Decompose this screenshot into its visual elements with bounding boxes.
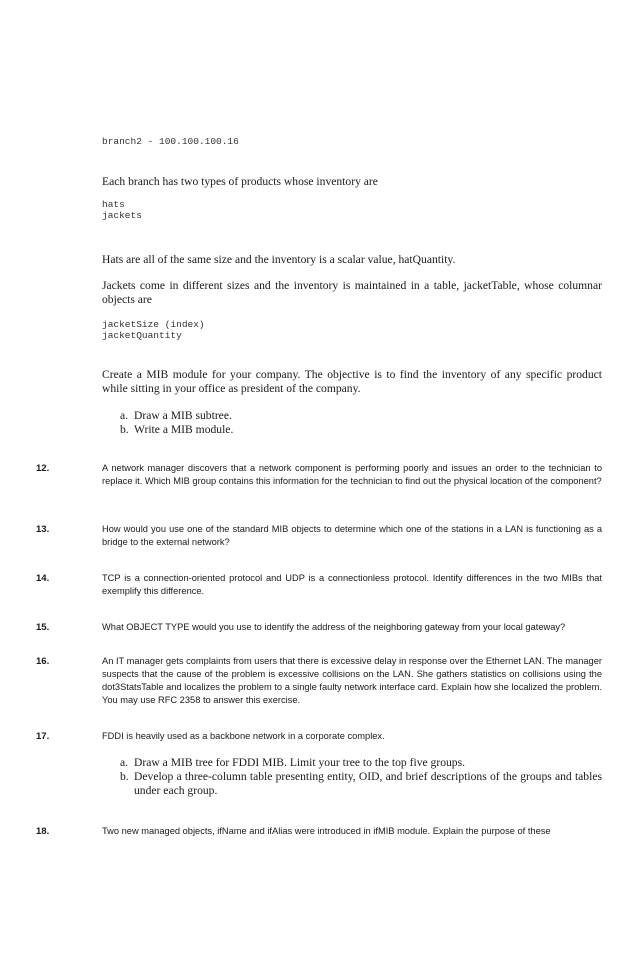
sub-item-label: b. <box>120 770 129 783</box>
question-text: How would you use one of the standard MIB objects to determine which one of the stations in a LAN is functioning as a bridge to the external network? <box>102 524 602 547</box>
sub-item-label: b. <box>120 423 129 436</box>
code-line: hats <box>102 199 125 210</box>
question-text: What OBJECT TYPE would you use to identify the address of the neighboring gateway from your local gateway? <box>102 622 566 632</box>
question-text: FDDI is heavily used as a backbone network in a corporate complex. <box>102 731 385 741</box>
sub-item-text: Develop a three-column table presenting entity, OID, and brief descriptions of the groups and tables under each group. <box>134 770 602 797</box>
question-number: 12. <box>36 463 50 474</box>
question-text: A network manager discovers that a network component is performing poorly and issues an order to the technician to replace it. Which MIB group contains this information for the technician to find out the physical location of the component? <box>102 463 602 486</box>
para-hats: Hats are all of the same size and the inventory is a scalar value, hatQuantity. <box>102 253 456 266</box>
question-14 <box>36 572 602 600</box>
sub-item-label: a. <box>120 409 129 422</box>
question-text: TCP is a connection-oriented protocol and UDP is a connectionless protocol. Identify differences in the two MIBs that exemplify this difference. <box>102 573 602 596</box>
code-line: jacketQuantity <box>102 330 182 341</box>
para-branch-products: Each branch has two types of products whose inventory are <box>102 175 378 188</box>
question-number: 13. <box>36 524 50 535</box>
sub-item-text: Write a MIB module. <box>134 423 234 436</box>
sub-item-text: Draw a MIB tree for FDDI MIB. Limit your tree to the top five groups. <box>134 756 465 769</box>
sub-item-label: a. <box>120 756 129 769</box>
question-15 <box>36 621 602 635</box>
question-17 <box>36 730 602 744</box>
question-text: An IT manager gets complaints from users that there is excessive delay in response over the Ethernet LAN. The manager suspects that the cause of the problem is excessive collisions on the LAN. She gathers statistics on collisions using the dot3StatsTable and localizes the problem to a single faulty network interface card. Explain how she localized the problem. You may use RFC 2358 to answer this exercise. <box>102 656 602 705</box>
sub-item-text: Draw a MIB subtree. <box>134 409 232 422</box>
question-13 <box>36 523 602 551</box>
para-create-mib: Create a MIB module for your company. The objective is to find the inventory of any specific product while sitting in your office as president of the company. <box>102 368 602 395</box>
code-line: jacketSize (index) <box>102 319 205 330</box>
para-jackets: Jackets come in different sizes and the inventory is maintained in a table, jacketTable, whose columnar objects are <box>102 279 602 306</box>
code-jacket-columns <box>102 319 205 341</box>
code-line: jackets <box>102 210 142 221</box>
sub-item <box>120 770 602 800</box>
question-number: 14. <box>36 573 50 584</box>
question-16 <box>36 655 602 709</box>
question-number: 17. <box>36 731 50 742</box>
code-branch2: branch2 - 100.100.100.16 <box>102 136 239 147</box>
question-number: 18. <box>36 826 50 837</box>
code-product-list <box>102 199 142 221</box>
question-number: 15. <box>36 622 50 633</box>
question-18 <box>36 825 602 839</box>
question-12 <box>36 462 602 502</box>
question-text: Two new managed objects, ifName and ifAlias were introduced in ifMIB module. Explain the purpose of these <box>102 826 551 836</box>
question-number: 16. <box>36 656 50 667</box>
